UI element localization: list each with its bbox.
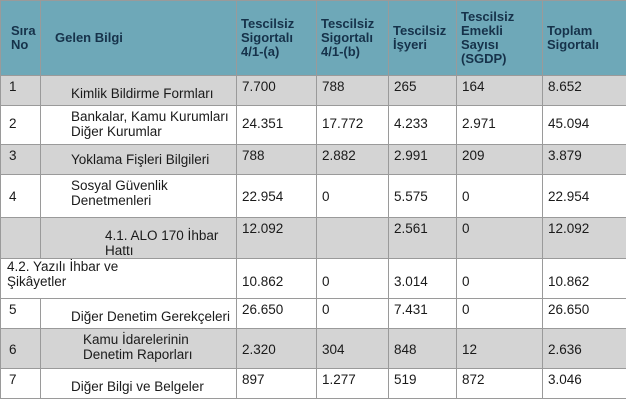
row-emekli: 164 xyxy=(462,79,485,94)
row-info: Bankalar, Kamu Kurumları Diğer Kurumlar xyxy=(71,109,229,139)
row-41b: 2.882 xyxy=(322,148,356,163)
row-no: 5 xyxy=(9,302,17,317)
row-toplam: 45.094 xyxy=(548,116,590,131)
row-toplam: 3.879 xyxy=(548,148,582,163)
row-41a: 2.320 xyxy=(242,342,276,357)
row-41b: 304 xyxy=(322,342,345,357)
row-41a: 7.700 xyxy=(242,79,276,94)
row-info: Yoklama Fişleri Bilgileri xyxy=(71,152,210,167)
table-row xyxy=(1,259,626,299)
row-41a: 10.862 xyxy=(242,274,284,289)
table-row xyxy=(1,76,626,106)
table-row xyxy=(1,369,626,399)
row-41b: 0 xyxy=(322,302,330,317)
row-toplam: 8.652 xyxy=(548,79,582,94)
row-info: Diğer Denetim Gerekçeleri xyxy=(71,309,231,324)
table-row xyxy=(1,329,626,369)
row-41b: 788 xyxy=(322,79,345,94)
row-no: 1 xyxy=(9,79,17,94)
row-toplam: 10.862 xyxy=(548,274,590,289)
row-no: 7 xyxy=(9,372,17,387)
row-isyeri: 5.575 xyxy=(394,189,428,204)
row-41a: 22.954 xyxy=(242,189,284,204)
header-41a: Tescilsiz Sigortalı 4/1-(a) xyxy=(237,1,317,76)
row-isyeri: 7.431 xyxy=(394,302,428,317)
row-toplam: 26.650 xyxy=(548,302,590,317)
row-isyeri: 4.233 xyxy=(394,116,428,131)
row-41b: 0 xyxy=(322,274,330,289)
header-isyeri: Tescilsiz İşyeri xyxy=(389,1,457,76)
row-emekli: 209 xyxy=(462,148,485,163)
row-emekli: 0 xyxy=(462,274,470,289)
row-isyeri: 3.014 xyxy=(394,274,428,289)
header-sira-no: Sıra No xyxy=(1,1,41,76)
row-isyeri: 848 xyxy=(394,342,417,357)
table-row xyxy=(1,106,626,145)
table-row xyxy=(1,299,626,329)
row-41a: 26.650 xyxy=(242,302,284,317)
row-isyeri: 519 xyxy=(394,372,417,387)
row-isyeri: 2.991 xyxy=(394,148,428,163)
row-toplam: 2.636 xyxy=(548,342,582,357)
table-row xyxy=(1,145,626,175)
row-no: 2 xyxy=(9,116,17,131)
header-row xyxy=(1,1,626,76)
row-no: 4 xyxy=(9,189,17,204)
row-emekli: 2.971 xyxy=(462,116,496,131)
row-emekli: 0 xyxy=(462,221,470,236)
row-toplam: 3.046 xyxy=(548,372,582,387)
row-emekli: 0 xyxy=(462,189,470,204)
header-gelen-bilgi: Gelen Bilgi xyxy=(41,1,237,76)
row-no xyxy=(1,218,40,221)
row-isyeri: 265 xyxy=(394,79,417,94)
row-toplam: 22.954 xyxy=(548,189,590,204)
row-info: Kamu İdarelerinin Denetim Raporları xyxy=(83,332,193,362)
row-emekli: 12 xyxy=(462,342,478,357)
row-41a: 788 xyxy=(242,148,265,163)
row-info: Diğer Bilgi ve Belgeler xyxy=(71,379,204,394)
row-info: Sosyal Güvenlik Denetmenleri xyxy=(71,178,168,208)
row-41b: 17.772 xyxy=(322,116,364,131)
row-41b: 1.277 xyxy=(322,372,356,387)
header-emekli: Tescilsiz Emekli Sayısı (SGDP) xyxy=(457,1,543,76)
row-41a: 12.092 xyxy=(242,221,284,236)
row-41b: 0 xyxy=(322,189,330,204)
row-isyeri: 2.561 xyxy=(394,221,428,236)
table-row xyxy=(1,218,626,259)
row-info: 4.1. ALO 170 İhbar Hattı xyxy=(105,228,219,258)
row-info: 4.2. Yazılı İhbar ve Şikâyetler xyxy=(7,259,119,289)
row-emekli: 872 xyxy=(462,372,485,387)
row-41a: 897 xyxy=(242,372,265,387)
row-toplam: 12.092 xyxy=(548,221,590,236)
row-41b xyxy=(317,218,388,221)
row-info: Kimlik Bildirme Formları xyxy=(71,86,214,101)
row-41a: 24.351 xyxy=(242,116,284,131)
header-toplam: Toplam Sigortalı xyxy=(543,1,626,76)
header-41b: Tescilsiz Sigortalı 4/1-(b) xyxy=(317,1,389,76)
row-no: 3 xyxy=(9,148,17,163)
row-emekli: 0 xyxy=(462,302,470,317)
row-no: 6 xyxy=(9,342,17,357)
table-row xyxy=(1,175,626,218)
